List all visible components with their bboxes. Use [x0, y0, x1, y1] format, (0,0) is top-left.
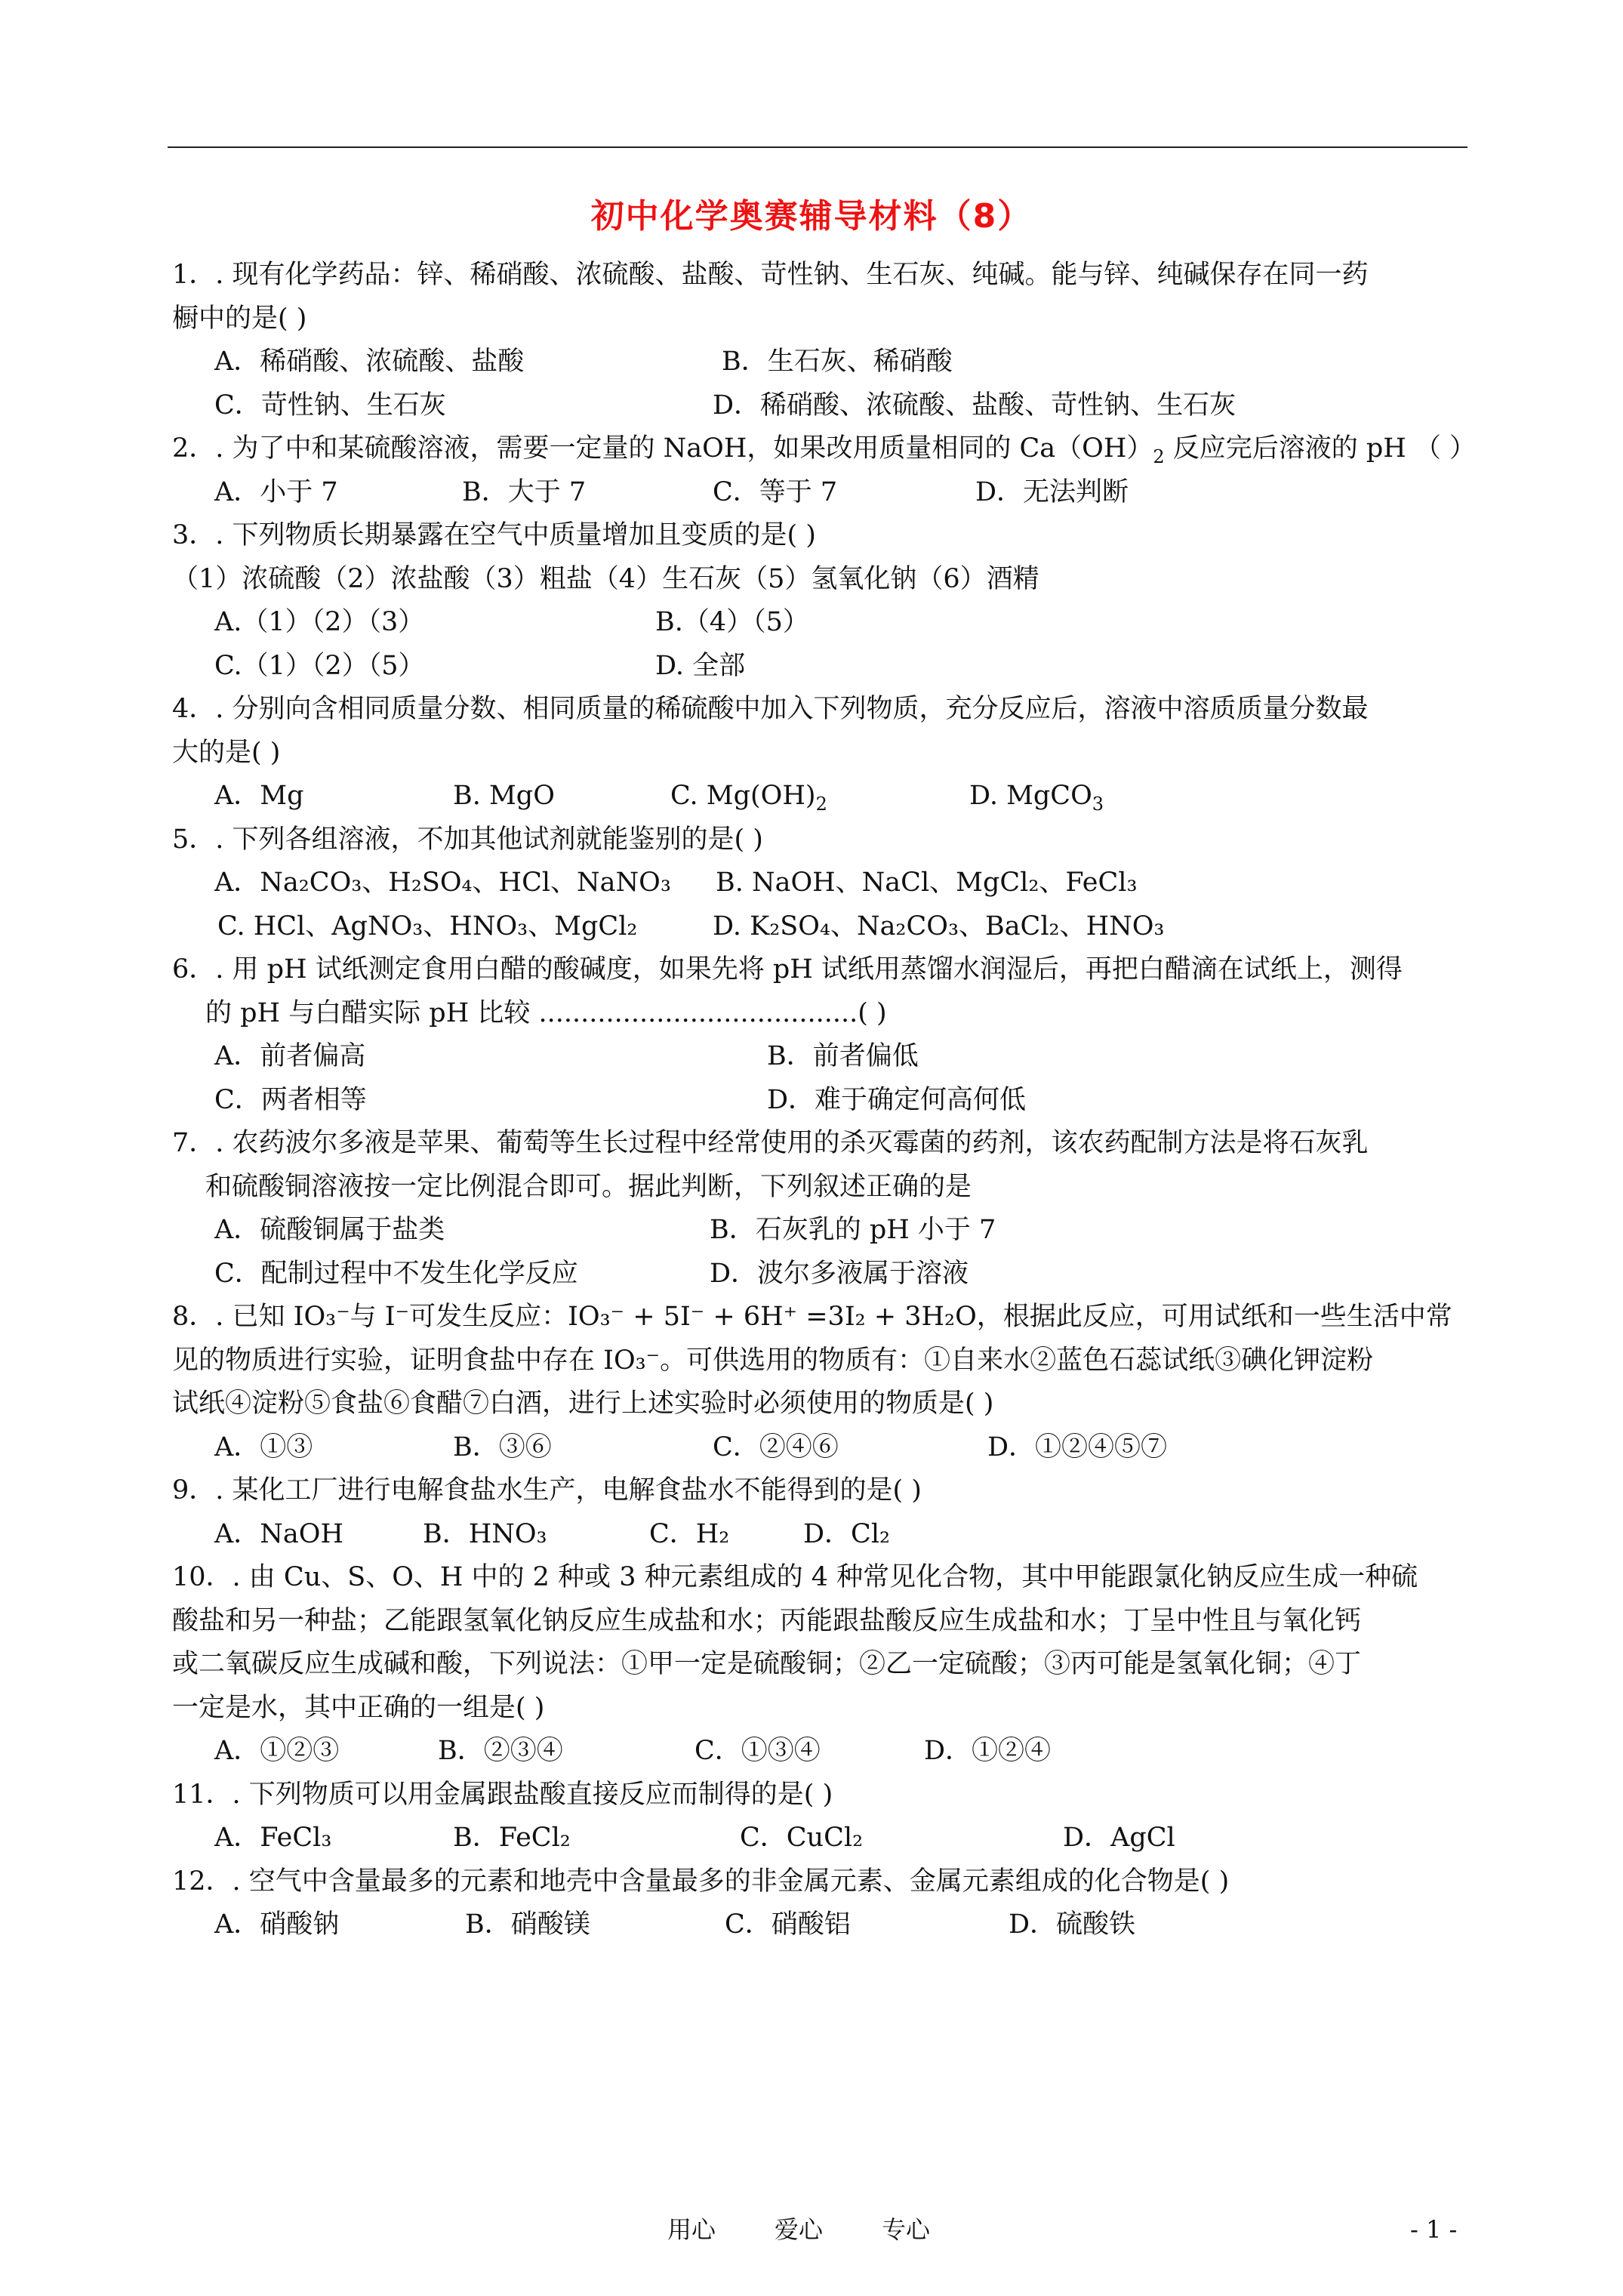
q4-option-c-text: C. Mg(OH) — [670, 781, 816, 811]
footer-slogan-2: 爱心 — [775, 2215, 824, 2244]
q3-option-b: B.（4）（5） — [655, 607, 809, 637]
q12-option-b: B．硝酸镁 — [465, 1909, 590, 1940]
q7-option-c: C．配制过程中不发生化学反应 — [214, 1258, 578, 1289]
q4-stem-line1: 4．. 分别向含相同质量分数、相同质量的稀硫酸中加入下列物质，充分反应后，溶液中溶质质量分数最 — [172, 694, 1369, 724]
q12-option-c: C．硝酸铝 — [725, 1909, 851, 1940]
q4-option-a: A．Mg — [214, 781, 304, 811]
q4-option-b: B. MgO — [453, 781, 555, 811]
q10-option-b: B．②③④ — [438, 1736, 563, 1766]
q2-option-d: D．无法判断 — [975, 476, 1129, 507]
q10-stem-line2: 酸盐和另一种盐；乙能跟氢氧化钠反应生成盐和水；丙能跟盐酸反应生成盐和水；丁呈中性且与氧化钙 — [172, 1605, 1362, 1636]
q7-option-b: B．石灰乳的 pH 小于 7 — [710, 1215, 996, 1245]
q7-stem-line2: 和硫酸铜溶液按一定比例混合即可。据此判断，下列叙述正确的是 — [205, 1171, 972, 1202]
q12-option-d: D．硫酸铁 — [1009, 1909, 1136, 1940]
q5-option-a: A．Na₂CO₃、H₂SO₄、HCl、NaNO₃ — [214, 868, 671, 898]
q6-options-row2 — [172, 1079, 1516, 1123]
q11-options-row — [172, 1817, 1516, 1860]
q5-options-row2 — [172, 905, 1516, 949]
q10-stem-line4: 一定是水，其中正确的一组是( ) — [172, 1692, 545, 1723]
q2-option-a: A．小于 7 — [214, 476, 338, 507]
q6-option-c: C．两者相等 — [214, 1084, 367, 1115]
q1-options-row1 — [172, 341, 1516, 384]
q8-option-a: A．①③ — [214, 1432, 313, 1462]
q11-option-a: A．FeCl₃ — [214, 1823, 332, 1853]
q8-stem-line1: 8．. 已知 IO₃⁻与 I⁻可发生反应：IO₃⁻ + 5I⁻ + 6H⁺ =3I₂ + 3H₂O，根据此反应，可用试纸和一些生活中常 — [172, 1302, 1452, 1332]
q3-stem-line1: 3．. 下列物质长期暴露在空气中质量增加且变质的是( ) — [172, 520, 816, 550]
q4-options-row — [172, 775, 1516, 818]
q2-stem — [172, 427, 1516, 471]
q11-stem: 11．. 下列物质可以用金属跟盐酸直接反应而制得的是( ) — [172, 1779, 833, 1810]
q8-option-d: D．①②④⑤⑦ — [987, 1432, 1168, 1462]
q4-option-d-text: D. MgCO — [969, 781, 1092, 811]
page-footer — [0, 2211, 1623, 2248]
page-number: - 1 - — [1410, 2215, 1458, 2244]
q7-stem-line1: 7．. 农药波尔多液是苹果、葡萄等生长过程中经常使用的杀灭霉菌的药剂，该农药配制方法是将石灰乳 — [172, 1128, 1369, 1158]
q7-option-d: D．波尔多液属于溶液 — [710, 1258, 969, 1289]
q6-option-d: D．难于确定何高何低 — [767, 1084, 1027, 1115]
q3-option-c: C.（1）（2）（5） — [214, 650, 425, 681]
q9-option-b: B．HNO₃ — [423, 1518, 547, 1549]
q3-options-row2 — [172, 645, 1516, 689]
q4-option-d-subscript: 3 — [1092, 794, 1104, 815]
q9-options-row — [172, 1513, 1516, 1557]
q8-option-c: C．②④⑥ — [713, 1432, 839, 1462]
q11-option-d: D．AgCl — [1063, 1823, 1175, 1853]
q3-stem-line2: （1）浓硫酸（2）浓盐酸（3）粗盐（4）生石灰（5）氢氧化钠（6）酒精 — [172, 563, 1039, 594]
q6-options-row1 — [172, 1035, 1516, 1079]
q1-option-d: D．稀硝酸、浓硫酸、盐酸、苛性钠、生石灰 — [713, 390, 1236, 421]
q7-options-row2 — [172, 1253, 1516, 1296]
q2-option-b: B．大于 7 — [462, 476, 587, 507]
q4-stem-line2: 大的是( ) — [172, 737, 281, 768]
footer-slogan-1: 用心 — [667, 2215, 716, 2244]
q2-stem-text-a: 2．. 为了中和某硫酸溶液，需要一定量的 NaOH，如果改用质量相同的 Ca（OH） — [172, 433, 1153, 464]
q10-option-d: D．①②④ — [924, 1736, 1052, 1766]
q1-option-a: A．稀硝酸、浓硫酸、盐酸 — [214, 347, 525, 377]
q2-stem-subscript: 2 — [1153, 446, 1165, 467]
q10-stem-line1: 10．. 由 Cu、S、O、H 中的 2 种或 3 种元素组成的 4 种常见化合物，其中甲能跟氯化钠反应生成一种硫 — [172, 1562, 1418, 1592]
q9-option-d: D．Cl₂ — [803, 1518, 891, 1549]
footer-slogan-3: 专心 — [882, 2215, 931, 2244]
q12-stem: 12．. 空气中含量最多的元素和地壳中含量最多的非金属元素、金属元素组成的化合物是( ) — [172, 1866, 1230, 1897]
q3-option-a: A.（1）（2）（3） — [214, 607, 425, 637]
q8-options-row — [172, 1426, 1516, 1470]
q4-option-c — [670, 775, 827, 818]
footer-slogan — [667, 2211, 989, 2248]
q1-option-b: B．生石灰、稀硝酸 — [722, 347, 953, 377]
q2-option-c: C．等于 7 — [713, 476, 838, 507]
q1-options-row2 — [172, 384, 1516, 428]
q3-option-d: D. 全部 — [655, 650, 746, 681]
q10-options-row — [172, 1730, 1516, 1774]
q7-options-row1 — [172, 1209, 1516, 1253]
q5-options-row1 — [172, 861, 1516, 905]
q3-options-row1 — [172, 601, 1516, 645]
q2-stem-text-b: 反应完后溶液的 pH （ ） — [1164, 433, 1477, 464]
q5-option-d: D. K₂SO₄、Na₂CO₃、BaCl₂、HNO₃ — [713, 911, 1165, 942]
q9-option-c: C．H₂ — [649, 1518, 730, 1549]
q7-option-a: A．硫酸铜属于盐类 — [214, 1215, 445, 1245]
q9-stem: 9．. 某化工厂进行电解食盐水生产，电解食盐水不能得到的是( ) — [172, 1475, 922, 1505]
q8-stem-line2: 见的物质进行实验，证明食盐中存在 IO₃⁻。可供选用的物质有：①自来水②蓝色石蕊试纸③碘化钾淀粉 — [172, 1345, 1374, 1376]
q12-options-row — [172, 1903, 1516, 1947]
q5-option-c: C. HCl、AgNO₃、HNO₃、MgCl₂ — [217, 911, 638, 942]
q6-stem-line2: 的 pH 与白醋实际 pH 比较 ......................................( ) — [205, 997, 887, 1028]
q4-option-d — [969, 775, 1104, 818]
q10-option-c: C．①③④ — [694, 1736, 821, 1766]
question-list — [172, 254, 1516, 1947]
q6-option-b: B．前者偏低 — [767, 1041, 919, 1071]
q4-option-c-subscript: 2 — [815, 794, 827, 815]
q1-stem-line2: 橱中的是( ) — [172, 303, 307, 334]
q2-options-row — [172, 471, 1516, 515]
q10-stem-line3: 或二氧碳反应生成碱和酸，下列说法：①甲一定是硫酸铜；②乙一定硫酸；③丙可能是氢氧化铜；④丁 — [172, 1649, 1362, 1679]
q8-option-b: B．③⑥ — [453, 1432, 552, 1462]
q12-option-a: A．硝酸钠 — [214, 1909, 340, 1940]
q5-stem: 5．. 下列各组溶液，不加其他试剂就能鉴别的是( ) — [172, 824, 763, 855]
q11-option-b: B．FeCl₂ — [453, 1823, 571, 1853]
q8-stem-line3: 试纸④淀粉⑤食盐⑥食醋⑦白酒，进行上述实验时必须使用的物质是( ) — [172, 1388, 994, 1419]
q6-stem-line1: 6．. 用 pH 试纸测定食用白醋的酸碱度，如果先将 pH 试纸用蒸馏水润湿后，再把白醋滴在试纸上，测得 — [172, 954, 1403, 985]
q11-option-c: C．CuCl₂ — [740, 1823, 864, 1853]
header-rule — [168, 146, 1467, 148]
q1-option-c: C．苛性钠、生石灰 — [214, 390, 446, 421]
q1-stem-line1: 1．. 现有化学药品：锌、稀硝酸、浓硫酸、盐酸、苛性钠、生石灰、纯碱。能与锌、纯碱保存在同一药 — [172, 260, 1369, 290]
q10-option-a: A．①②③ — [214, 1736, 340, 1766]
q5-option-b: B. NaOH、NaCl、MgCl₂、FeCl₃ — [716, 868, 1138, 898]
q9-option-a: A．NaOH — [214, 1518, 343, 1549]
document-title: 初中化学奥赛辅导材料（8） — [590, 197, 1033, 236]
q6-option-a: A．前者偏高 — [214, 1041, 366, 1071]
